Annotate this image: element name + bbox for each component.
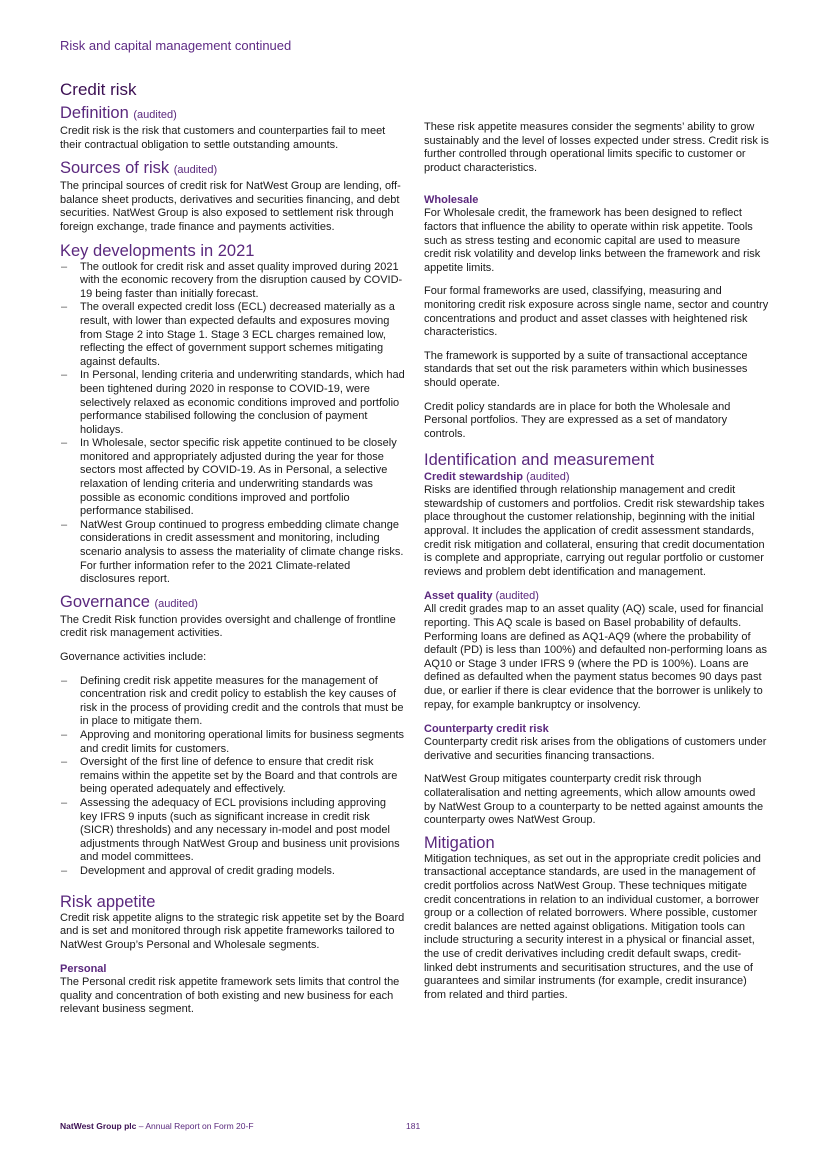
stewardship-text: Risks are identified through relationship management and credit stewardship of customers and portfolios. Credit risk stewardship takes place throughout the customer relationship, beginning with the initial approval. It includes the application of credit assessment standards, credit risk mitigation and collateral, ensuring that credit documentation is complete and appropriate, carrying out regular portfolio or customer reviews and problem debt identification and management. (424, 484, 765, 578)
list-item: – Development and approval of credit grading models. (60, 865, 406, 879)
list-item: – Defining credit risk appetite measures for the management of concentration risk and credit policy to establish the key causes of risk in the process of providing credit and the controls that must be in place to mitigate them. (60, 675, 406, 729)
mitigation-heading: Mitigation (424, 833, 495, 852)
list-item: – NatWest Group continued to progress embedding climate change considerations in credit assessment and monitoring, including scenario analysis to assess the materiality of climate change risks. For further information refer to the 2021 Climate-related disclosures report. (60, 519, 406, 587)
governance-intro: Governance activities include: (60, 651, 207, 663)
list-item: – The outlook for credit risk and asset quality improved during 2021 with the economic recovery from the disruption caused by COVID-19 being faster than initially forecast. (60, 261, 406, 302)
risk-appetite-text: Credit risk appetite aligns to the strategic risk appetite set by the Board and is set and monitored through risk appetite frameworks tailored to NatWest Group’s Personal and Wholesale segments. (60, 911, 405, 951)
footer-report: Annual Report on Form 20-F (145, 1121, 254, 1131)
key-developments-list (60, 261, 406, 587)
wholesale-text-4: Credit policy standards are in place for both the Wholesale and Personal portfolios. They are expressed as a set of mandatory controls. (424, 400, 731, 440)
asset-quality-text: All credit grades map to an asset quality (AQ) scale, used for financial reporting. This AQ scale is based on Basel probability of defaults. Performing loans are defined as AQ1-AQ9 (where the probability of default (PD) is less than 100%) and defaulted non-performing loans as AQ10 or Stage 3 under IFRS 9 (where the PD is 100%). Loans are defined as defaulted when the payment status becomes 90 days past due, or earlier if there is clear evidence that the borrower is unlikely to repay, for example bankruptcy or insolvency. (424, 603, 768, 711)
page-title: Credit risk (60, 80, 137, 99)
page-number: 181 (406, 1121, 421, 1131)
running-header: Risk and capital management continued (60, 38, 292, 53)
list-item: – Approving and monitoring operational limits for business segments and credit limits for customers. (60, 729, 406, 756)
footer: NatWest Group plc – Annual Report on Form 20-F (60, 1121, 254, 1131)
list-item: – In Wholesale, sector specific risk appetite continued to be closely monitored and appropriately adjusted during the year for those sectors most affected by COVID-19. As in Personal, a selective relaxation of lending criteria and underwriting standards was possible as economic conditions improved and portfolio performance stabilised. (60, 437, 406, 519)
sources-text: The principal sources of credit risk for NatWest Group are lending, off-balance sheet products, derivatives and securities financing, and debt securities. NatWest Group is also exposed to settlement risk through foreign exchange, trade finance and payments activities. (60, 180, 401, 233)
mitigation-text: Mitigation techniques, as set out in the appropriate credit policies and transactional acceptance standards, are used in the management of credit portfolios across NatWest Group. These techniques mitigate credit concentrations in relation to an individual customer, a borrower group or a collection of related borrowers. Where possible, customer credit balances are netted against obligations. Mitigation tools can include structuring a security interest in a physical or financial asset, the use of credit derivatives including credit default swaps, credit-linked debt instruments and securitisation structures, and the use of guarantees and similar instruments (for example, credit insurance) from related and third parties. (424, 852, 761, 1001)
footer-company: NatWest Group plc (60, 1121, 137, 1131)
stewardship-heading: Credit stewardship (audited) (424, 471, 570, 484)
audited-tag: (audited) (154, 597, 198, 610)
identification-heading: Identification and measurement (424, 451, 655, 470)
wholesale-text-3: The framework is supported by a suite of transactional acceptance standards that set out the risk parameters within which businesses should operate. (424, 349, 748, 389)
counterparty-text-1: Counterparty credit risk arises from the obligations of customers under derivative and securities financing transactions. (424, 736, 767, 762)
wholesale-heading: Wholesale (424, 194, 479, 207)
audited-tag: (audited) (133, 109, 177, 121)
counterparty-heading: Counterparty credit risk (424, 723, 549, 736)
list-item: – Assessing the adequacy of ECL provisions including approving key IFRS 9 inputs (such as significant increase in credit risk (SICR) thresholds) and any necessary in-model and post model adjustments through NatWest Group and business unit provisions and model committees. (60, 797, 406, 865)
governance-list (60, 675, 406, 879)
personal-heading: Personal (60, 963, 107, 976)
definition-text: Credit risk is the risk that customers and counterparties fail to meet their contractual obligation to settle outstanding amounts. (60, 125, 386, 151)
audited-tag: (audited) (495, 590, 539, 603)
key-developments-heading: Key developments in 2021 (60, 241, 255, 260)
sources-heading: Sources of risk (audited) (60, 159, 218, 178)
counterparty-text-2: NatWest Group mitigates counterparty credit risk through collateralisation and netting agreements, which allow amounts owed by NatWest Group to a counterparty to be netted against amounts the counterparty owes NatWest Group. (424, 773, 764, 827)
audited-tag: (audited) (173, 164, 218, 177)
appetite-continued-text: These risk appetite measures consider the segments’ ability to grow sustainably and the level of losses expected under stress. Credit risk is further controlled through operational limits specific to customer or product characteristics. (424, 121, 769, 174)
governance-heading: Governance (audited) (60, 592, 198, 611)
wholesale-text-2: Four formal frameworks are used, classifying, measuring and monitoring credit risk exposure across single name, sector and country concentrations and product and asset classes with heightened risk characteristics. (424, 285, 769, 339)
governance-text: The Credit Risk function provides oversight and challenge of frontline credit risk management activities. (60, 613, 396, 640)
right-column (424, 121, 770, 1002)
wholesale-text-1: For Wholesale credit, the framework has been designed to reflect factors that influence the ability to operate within risk appetite. Tools such as stress testing and economic capital are used to measure credit risk volatility and develop links between the framework and risk appetite limits. (424, 207, 761, 274)
audited-tag: (audited) (526, 471, 570, 484)
risk-appetite-heading: Risk appetite (60, 892, 156, 911)
list-item: – The overall expected credit loss (ECL) decreased materially as a result, with lower than expected defaults and exposures moving from Stage 2 into Stage 1. Stage 3 ECL charges remained low, reflecting the effect of government support schemes mitigating against defaults. (60, 301, 406, 369)
definition-heading: Definition (audited) (60, 104, 177, 122)
asset-quality-heading: Asset quality (audited) (424, 590, 539, 603)
left-column (60, 104, 406, 1017)
personal-text: The Personal credit risk appetite framework sets limits that control the quality and concentration of both existing and new business for each relevant business segment. (60, 976, 400, 1016)
list-item: – In Personal, lending criteria and underwriting standards, which had been tightened during 2020 in response to COVID-19, were selectively relaxed as economic conditions improved and portfolio performance stabilised following the conclusion of payment holidays. (60, 369, 406, 437)
list-item: – Oversight of the first line of defence to ensure that credit risk remains within the appetite set by the Board and that controls are being operated adequately and effectively. (60, 756, 406, 797)
